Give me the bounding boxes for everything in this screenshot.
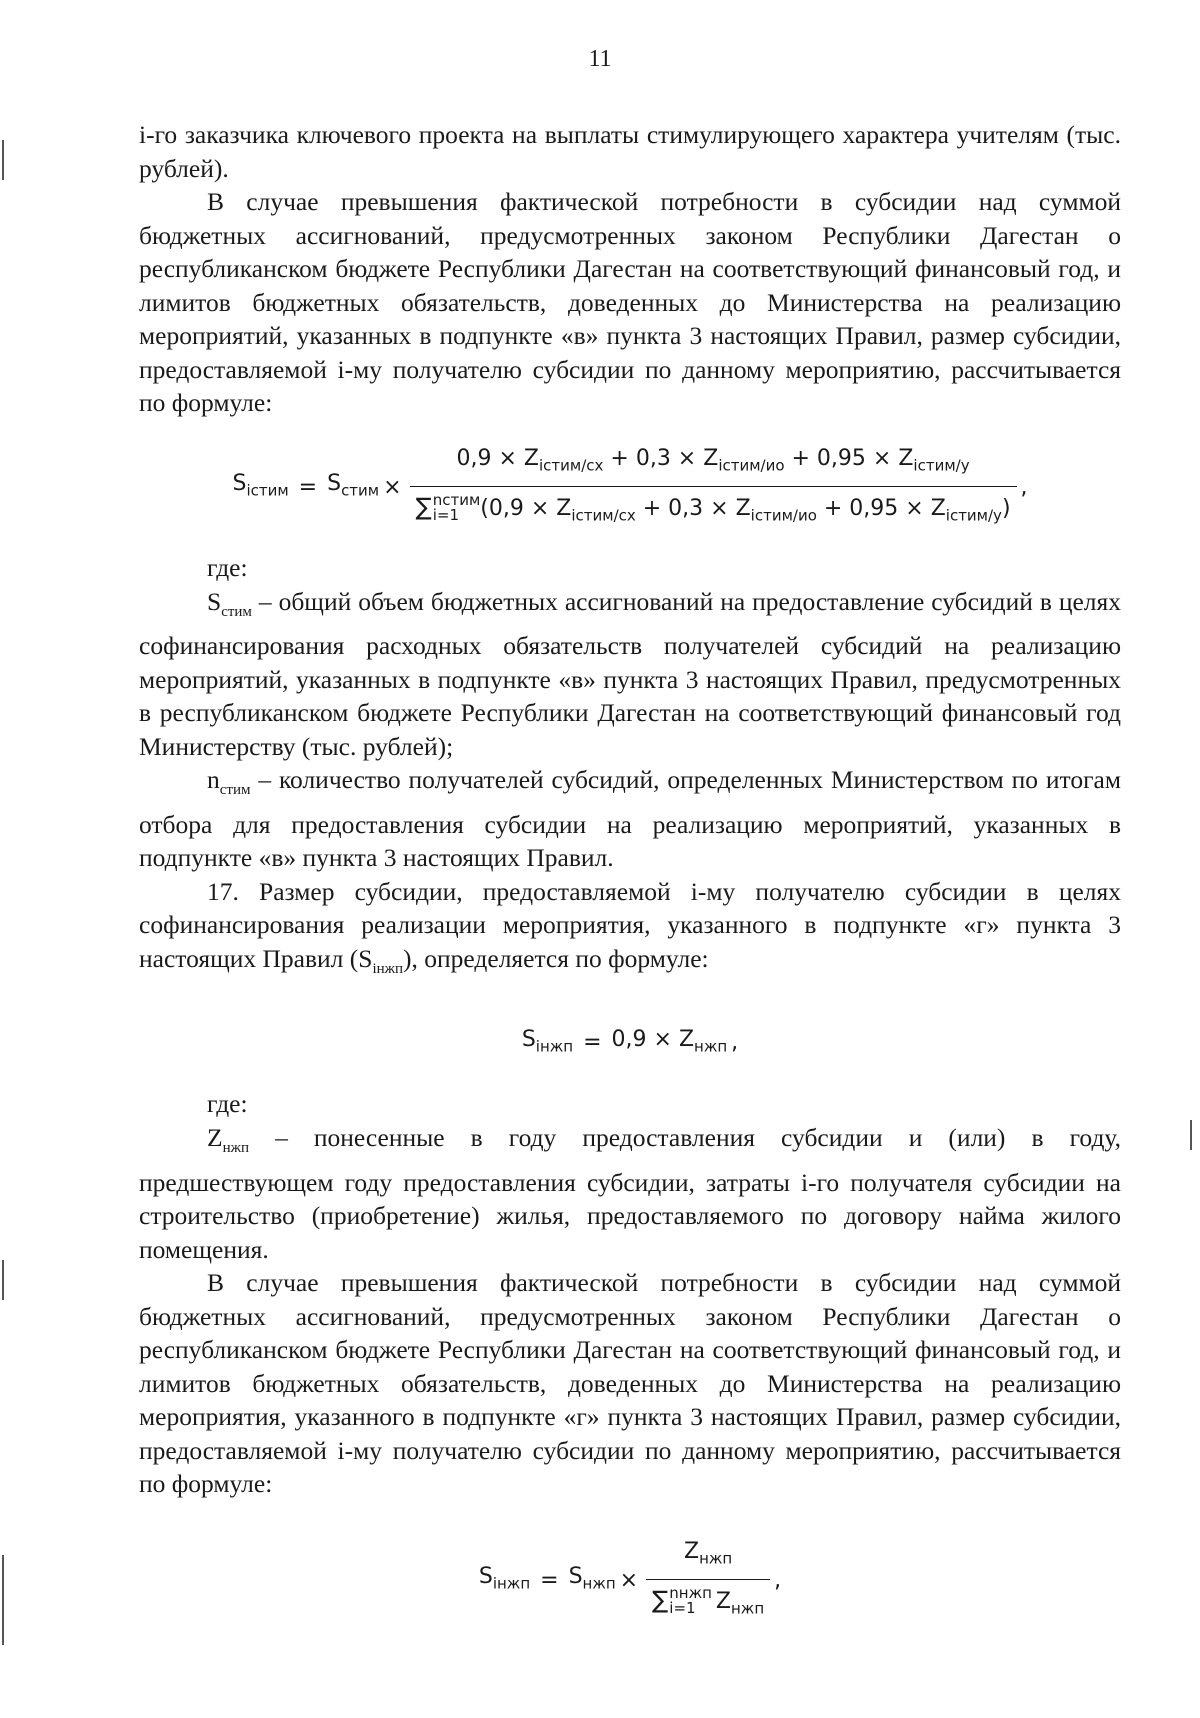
where-label: где: bbox=[207, 553, 248, 583]
where-label: где: bbox=[207, 1089, 248, 1119]
scan-margin-mark bbox=[2, 1260, 4, 1300]
paragraph-continuation: i-го заказчика ключевого проекта на выплаты стимулирующего характера учителям (тыс. рублей). bbox=[139, 120, 1121, 183]
formula-s-nzhp: $S_{нжп}$ bbox=[568, 1563, 616, 1593]
equals-sign: = bbox=[583, 1030, 602, 1056]
paragraph-excess-need-2: В случае превышения фактической потребности в субсидии над суммой бюджетных ассигнований, предусмотренных законом Республики Дагестан о республиканском бюджете Республики Дагестан на соответствующий финансовый год, и лимитов бюджетных обязательств, доведенных до Министерства на реализацию мероприятия, указанного в подпункте «г» пункта 3 настоящих Правил, размер субсидии, предоставляемой i-му получателю субсидии по данному мероприятию, рассчитывается по формуле: bbox=[139, 1268, 1121, 1499]
formula-s-istim bbox=[139, 442, 1121, 534]
page-number: 11 bbox=[588, 46, 612, 72]
paragraph-excess-need: В случае превышения фактической потребности в субсидии над суммой бюджетных ассигнований, предусмотренных законом Республики Дагестан о республиканском бюджете Республики Дагестан на соответствующий финансовый год, и лимитов бюджетных обязательств, доведенных до Министерства на реализацию мероприятий, указанных в подпункте «в» пункта 3 настоящих Правил, размер субсидии, предоставляемой i-му получателю субсидии по данному мероприятию, рассчитывается по формуле: bbox=[139, 187, 1121, 417]
formula-fraction bbox=[646, 1535, 770, 1627]
formula-rhs: $0,9 \times Z_{нжп}$ bbox=[611, 1026, 728, 1055]
definition-s-stim: $S_{стим}$ – общий объем бюджетных ассигнований на предоставление субсидий в целях софинансирования расходных обязательств получателей субсидий на реализацию мероприятий, указанных в подпункте «в» пункта 3 настоящих Правил, предусмотренных в республиканском бюджете Республики Дагестан на соответствующий финансовый год Министерству (тыс. рублей); bbox=[139, 586, 1121, 761]
definition-n-stim: $n_{стим}$ – количество получателей субсидий, определенных Министерством по итогам отбора для предоставления субсидии на реализацию мероприятий, указанных в подпункте «в» пункта 3 настоящих Правил. bbox=[139, 765, 1121, 873]
formula-comma: , bbox=[1020, 474, 1028, 500]
paragraph-item-17: 17. Размер субсидии, предоставляемой i-му получателю субсидии в целях софинансирования реализации мероприятия, указанного в подпункте «г» пункта 3 настоящих Правил $(S_{iнжп})$, определяется по формуле: bbox=[139, 876, 1121, 978]
formula-comma: , bbox=[774, 1567, 782, 1593]
times-sign: × bbox=[619, 1567, 639, 1593]
document-body bbox=[139, 118, 1121, 1626]
scan-margin-mark bbox=[2, 1555, 4, 1645]
equals-sign: = bbox=[298, 474, 318, 500]
fraction-numerator: $Z_{нжп}$ bbox=[684, 1538, 733, 1567]
fraction-denominator: ∑ nстим i=1 $(0,9 \times Z_{iстим/сх} + 0,3 \times Z_{iстим/ио} + 0,95 \times Z_{iстим/у})$ bbox=[410, 486, 1017, 533]
scan-margin-mark bbox=[2, 140, 4, 180]
formula-lhs: $S_{iнжп}$ bbox=[478, 1563, 531, 1593]
fraction-denominator: ∑ nнжп i=1 $Z_{нжп}$ bbox=[646, 1579, 770, 1626]
definition-z-nzhp: $Z_{нжп}$ – понесенные в году предоставления субсидии и (или) в году, предшествующем году предоставления субсидии, затраты i-го получателя субсидии на строительство (приобретение) жилья, предоставляемого по договору найма жилого помещения. bbox=[139, 1122, 1121, 1264]
formula-lhs: $S_{iнжп}$ bbox=[521, 1026, 574, 1055]
formula-fraction bbox=[410, 442, 1017, 534]
formula-s-inzhp bbox=[139, 1023, 1121, 1064]
equals-sign: = bbox=[540, 1567, 559, 1593]
formula-comma: , bbox=[731, 1030, 739, 1056]
formula-s-inzhp-excess bbox=[139, 1535, 1121, 1627]
formula-lhs: $S_{iстим}$ bbox=[232, 470, 289, 500]
formula-s-stim: $S_{стим}$ bbox=[327, 470, 380, 500]
times-sign: × bbox=[383, 474, 402, 500]
fraction-numerator: $0,9 \times Z_{iстим/сх} + 0,3 \times Z_{iстим/ио} + 0,95 \times Z_{iстим/у}$ bbox=[456, 445, 970, 474]
scan-margin-mark bbox=[1190, 1120, 1192, 1150]
